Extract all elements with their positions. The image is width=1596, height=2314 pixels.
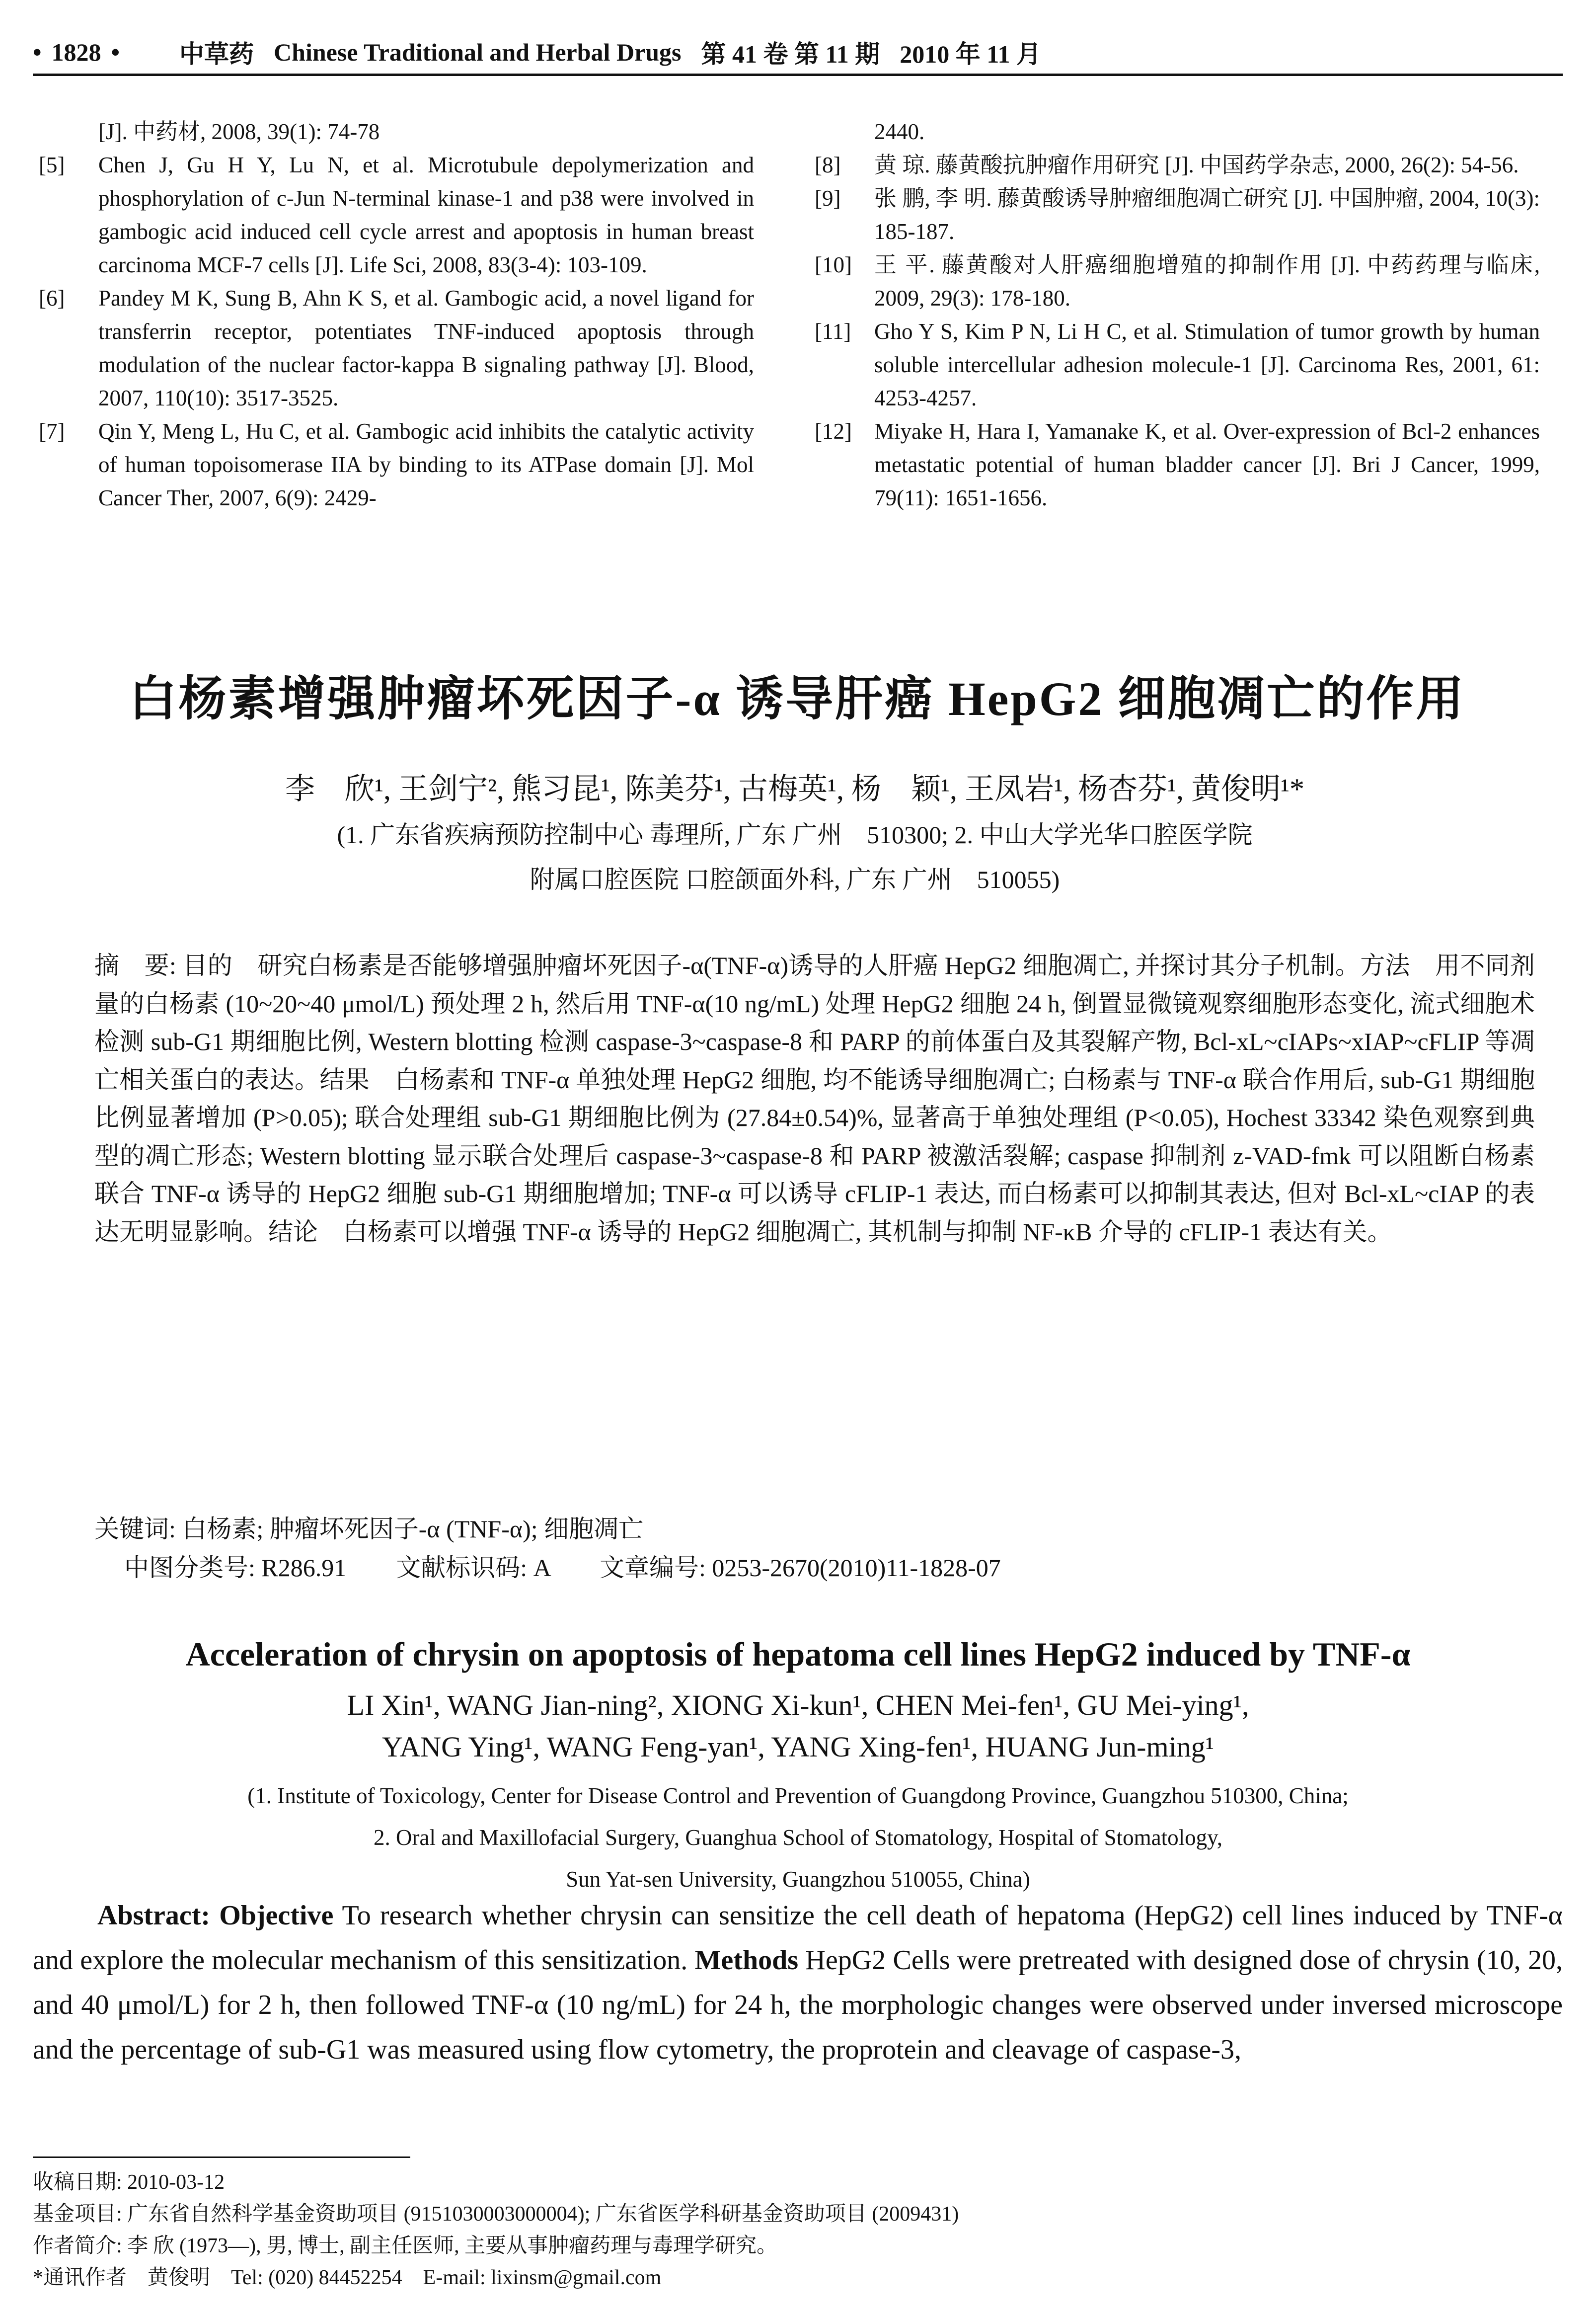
reference-text: 张 鹏, 李 明. 藤黄酸诱导肿瘤细胞凋亡研究 [J]. 中国肿瘤, 2004, 10(3): 185-187. <box>874 186 1540 244</box>
page-number: 1828 <box>51 38 101 66</box>
reference-text: 2440. <box>874 119 925 144</box>
abstract-label: Abstract: <box>97 1900 211 1931</box>
issue-date: 2010 年 11 月 <box>900 40 1042 68</box>
authors-en <box>50 1684 1546 1768</box>
references-left-column <box>39 115 754 515</box>
reference-number: [12] <box>815 419 852 444</box>
methods-text: HepG2 Cells were pretreated with designed dose of chrysin (10, 20, and 40 μmol/L) for 2 h, then followed TNF-α (10 ng/mL) for 24 h, the morphologic changes were observed under inversed microscope and the percentage of sub-G1 was measured using flow cytometry, the proprotein and cleavage of caspase-3, <box>33 1945 1563 2065</box>
reference-item <box>39 415 754 515</box>
reference-number <box>815 115 874 149</box>
journal-name-en: Chinese Traditional and Herbal Drugs <box>274 38 682 66</box>
methods-label: Methods <box>694 1945 799 1976</box>
affiliation-en <box>40 1775 1556 1900</box>
reference-item <box>39 149 754 282</box>
reference-item <box>39 282 754 415</box>
volume-issue: 第 41 卷 第 11 期 <box>701 40 880 68</box>
reference-item <box>815 248 1540 315</box>
reference-text: [J]. 中药材, 2008, 39(1): 74-78 <box>98 119 380 144</box>
reference-text: Qin Y, Meng L, Hu C, et al. Gambogic acid inhibits the catalytic activity of human topoisomerase IIA by binding to its ATPase domain [J]. Mol Cancer Ther, 2007, 6(9): 2429- <box>98 419 754 510</box>
header-bullet-right: • <box>111 38 120 66</box>
footnote-rule <box>33 2156 410 2158</box>
reference-number: [8] <box>815 153 841 177</box>
footnote-line: 基金项目: 广东省自然科学基金资助项目 (9151030003000004); 广东省医学科研基金资助项目 (2009431) <box>33 2203 959 2226</box>
reference-text: 王 平. 藤黄酸对人肝癌细胞增殖的抑制作用 [J]. 中药药理与临床, 2009, 29(3): 178-180. <box>874 252 1540 311</box>
authors-en-line-2: YANG Ying¹, WANG Feng-yan¹, YANG Xing-fen¹, HUANG Jun-ming¹ <box>381 1731 1215 1763</box>
objective-text: To research whether chrysin can sensitize the cell death of hepatoma (HepG2) cell lines induced by TNF-α and explore the molecular mechanism of this sensitization. <box>33 1900 1563 1976</box>
keywords-zh: 关键词: 白杨素; 肿瘤坏死因子-α (TNF-α); 细胞凋亡 <box>94 1515 644 1543</box>
footnote-line: *通讯作者 黄俊明 Tel: (020) 84452254 E-mail: lixinsm@gmail.com <box>33 2266 662 2289</box>
affiliation-en-line-1: (1. Institute of Toxicology, Center for Disease Control and Prevention of Guangdong Province, Guangzhou 510300, China; <box>247 1783 1349 1808</box>
reference-text: 黄 琼. 藤黄酸抗肿瘤作用研究 [J]. 中国药学杂志, 2000, 26(2): 54-56. <box>874 153 1519 177</box>
footnote-line: 作者简介: 李 欣 (1973—), 男, 博士, 副主任医师, 主要从事肿瘤药理与毒理学研究。 <box>33 2234 778 2257</box>
references-right-column <box>815 115 1540 515</box>
running-header <box>33 30 1558 75</box>
affiliation-en-line-3: Sun Yat-sen University, Guangzhou 510055, China) <box>566 1867 1030 1892</box>
reference-text: Chen J, Gu H Y, Lu N, et al. Microtubule depolymerization and phosphorylation of c-Jun N-terminal kinase-1 and p38 were involved in gambogic acid induced cell cycle arrest and apoptosis in human breast carcinoma MCF-7 cells [J]. Life Sci, 2008, 83(3-4): 103-109. <box>98 153 754 277</box>
authors-zh: 李 欣¹, 王剑宁², 熊习昆¹, 陈美芬¹, 古梅英¹, 杨 颖¹, 王凤岩¹, 杨杏芬¹, 黄俊明¹* <box>285 773 1304 805</box>
reference-item <box>815 149 1540 182</box>
abstract-zh: 摘 要: 目的 研究白杨素是否能够增强肿瘤坏死因子-α(TNF-α)诱导的人肝癌 HepG2 细胞凋亡, 并探讨其分子机制。方法 用不同剂量的白杨素 (10~20~40 μmol/L) 预处理 2 h, 然后用 TNF-α(10 ng/mL) 处理 HepG2 细胞 24 h, 倒置显微镜观察细胞形态变化, 流式细胞术检测 sub-G1 期细胞比例, Western blotting 检测 caspase-3~caspase-8 和 PARP 的前体蛋白及其裂解产物, Bcl-xL~cIAPs~xIAP~cFLIP 等凋亡相关蛋白的表达。结果 白杨素和 TNF-α 单独处理 HepG2 细胞, 均不能诱导细胞凋亡; 白杨素与 TNF-α 联合作用后, sub-G1 期细胞比例显著增加 (P>0.05); 联合处理组 sub-G1 期细胞比例为 (27.84±0.54)%, 显著高于单独处理组 (P<0.05), Hochest 33342 染色观察到典型的凋亡形态; Western blotting 显示联合处理后 caspase-3~caspase-8 和 PARP 被激活裂解; caspase 抑制剂 z-VAD-fmk 可以阻断白杨素联合 TNF-α 诱导的 HepG2 细胞 sub-G1 期细胞增加; TNF-α 可以诱导 cFLIP-1 表达, 而白杨素可以抑制其表达, 但对 Bcl-xL~cIAP 的表达无明显影响。结论 白杨素可以增强 TNF-α 诱导的 HepG2 细胞凋亡, 其机制与抑制 NF-κB 介导的 cFLIP-1 表达有关。 <box>94 952 1535 1246</box>
reference-number: [11] <box>815 319 851 344</box>
affiliation-en-line-2: 2. Oral and Maxillofacial Surgery, Guanghua School of Stomatology, Hospital of Stomatology, <box>374 1825 1222 1850</box>
affiliation-zh-line-2: 附属口腔医院 口腔颌面外科, 广东 广州 510055) <box>530 866 1060 893</box>
footnote-line: 收稿日期: 2010-03-12 <box>33 2171 225 2194</box>
classification-line: 中图分类号: R286.91 文献标识码: A 文章编号: 0253-2670(2010)11-1828-07 <box>124 1554 1001 1582</box>
reference-item <box>815 315 1540 415</box>
reference-number: [7] <box>39 419 65 444</box>
reference-item <box>39 115 754 149</box>
abstract-en <box>33 1893 1563 2072</box>
footnotes <box>33 2166 1563 2294</box>
reference-text: Pandey M K, Sung B, Ahn K S, et al. Gambogic acid, a novel ligand for transferrin receptor, potentiates TNF-induced apoptosis through modulation of the nuclear factor-kappa B signaling pathway [J]. Blood, 2007, 110(10): 3517-3525. <box>98 286 754 410</box>
header-bullet-left: • <box>33 38 42 66</box>
reference-number: [5] <box>39 153 65 177</box>
article-title-en: Acceleration of chrysin on apoptosis of hepatoma cell lines HepG2 induced by TNF-α <box>185 1635 1411 1673</box>
reference-item <box>815 115 1540 149</box>
reference-text: Gho Y S, Kim P N, Li H C, et al. Stimulation of tumor growth by human soluble intercellular adhesion molecule-1 [J]. Carcinoma Res, 2001, 61: 4253-4257. <box>874 319 1540 410</box>
reference-item <box>815 415 1540 515</box>
authors-en-line-1: LI Xin¹, WANG Jian-ning², XIONG Xi-kun¹, CHEN Mei-fen¹, GU Mei-ying¹, <box>347 1689 1249 1721</box>
header-rule <box>33 74 1563 76</box>
affiliation-zh-line-1: (1. 广东省疾病预防控制中心 毒理所, 广东 广州 510300; 2. 中山大学光华口腔医学院 <box>337 821 1253 849</box>
journal-name-zh: 中草药 <box>179 40 254 68</box>
article-title-zh: 白杨素增强肿瘤坏死因子-α 诱导肝癌 HepG2 细胞凋亡的作用 <box>129 672 1466 725</box>
reference-number: [6] <box>39 286 65 311</box>
reference-number <box>39 115 98 149</box>
reference-item <box>815 182 1540 248</box>
objective-label: Objective <box>219 1900 334 1931</box>
reference-number: [10] <box>815 252 852 277</box>
reference-number: [9] <box>815 186 841 211</box>
reference-text: Miyake H, Hara I, Yamanake K, et al. Over-expression of Bcl-2 enhances metastatic potential of human bladder cancer [J]. Bri J Cancer, 1999, 79(11): 1651-1656. <box>874 419 1540 510</box>
